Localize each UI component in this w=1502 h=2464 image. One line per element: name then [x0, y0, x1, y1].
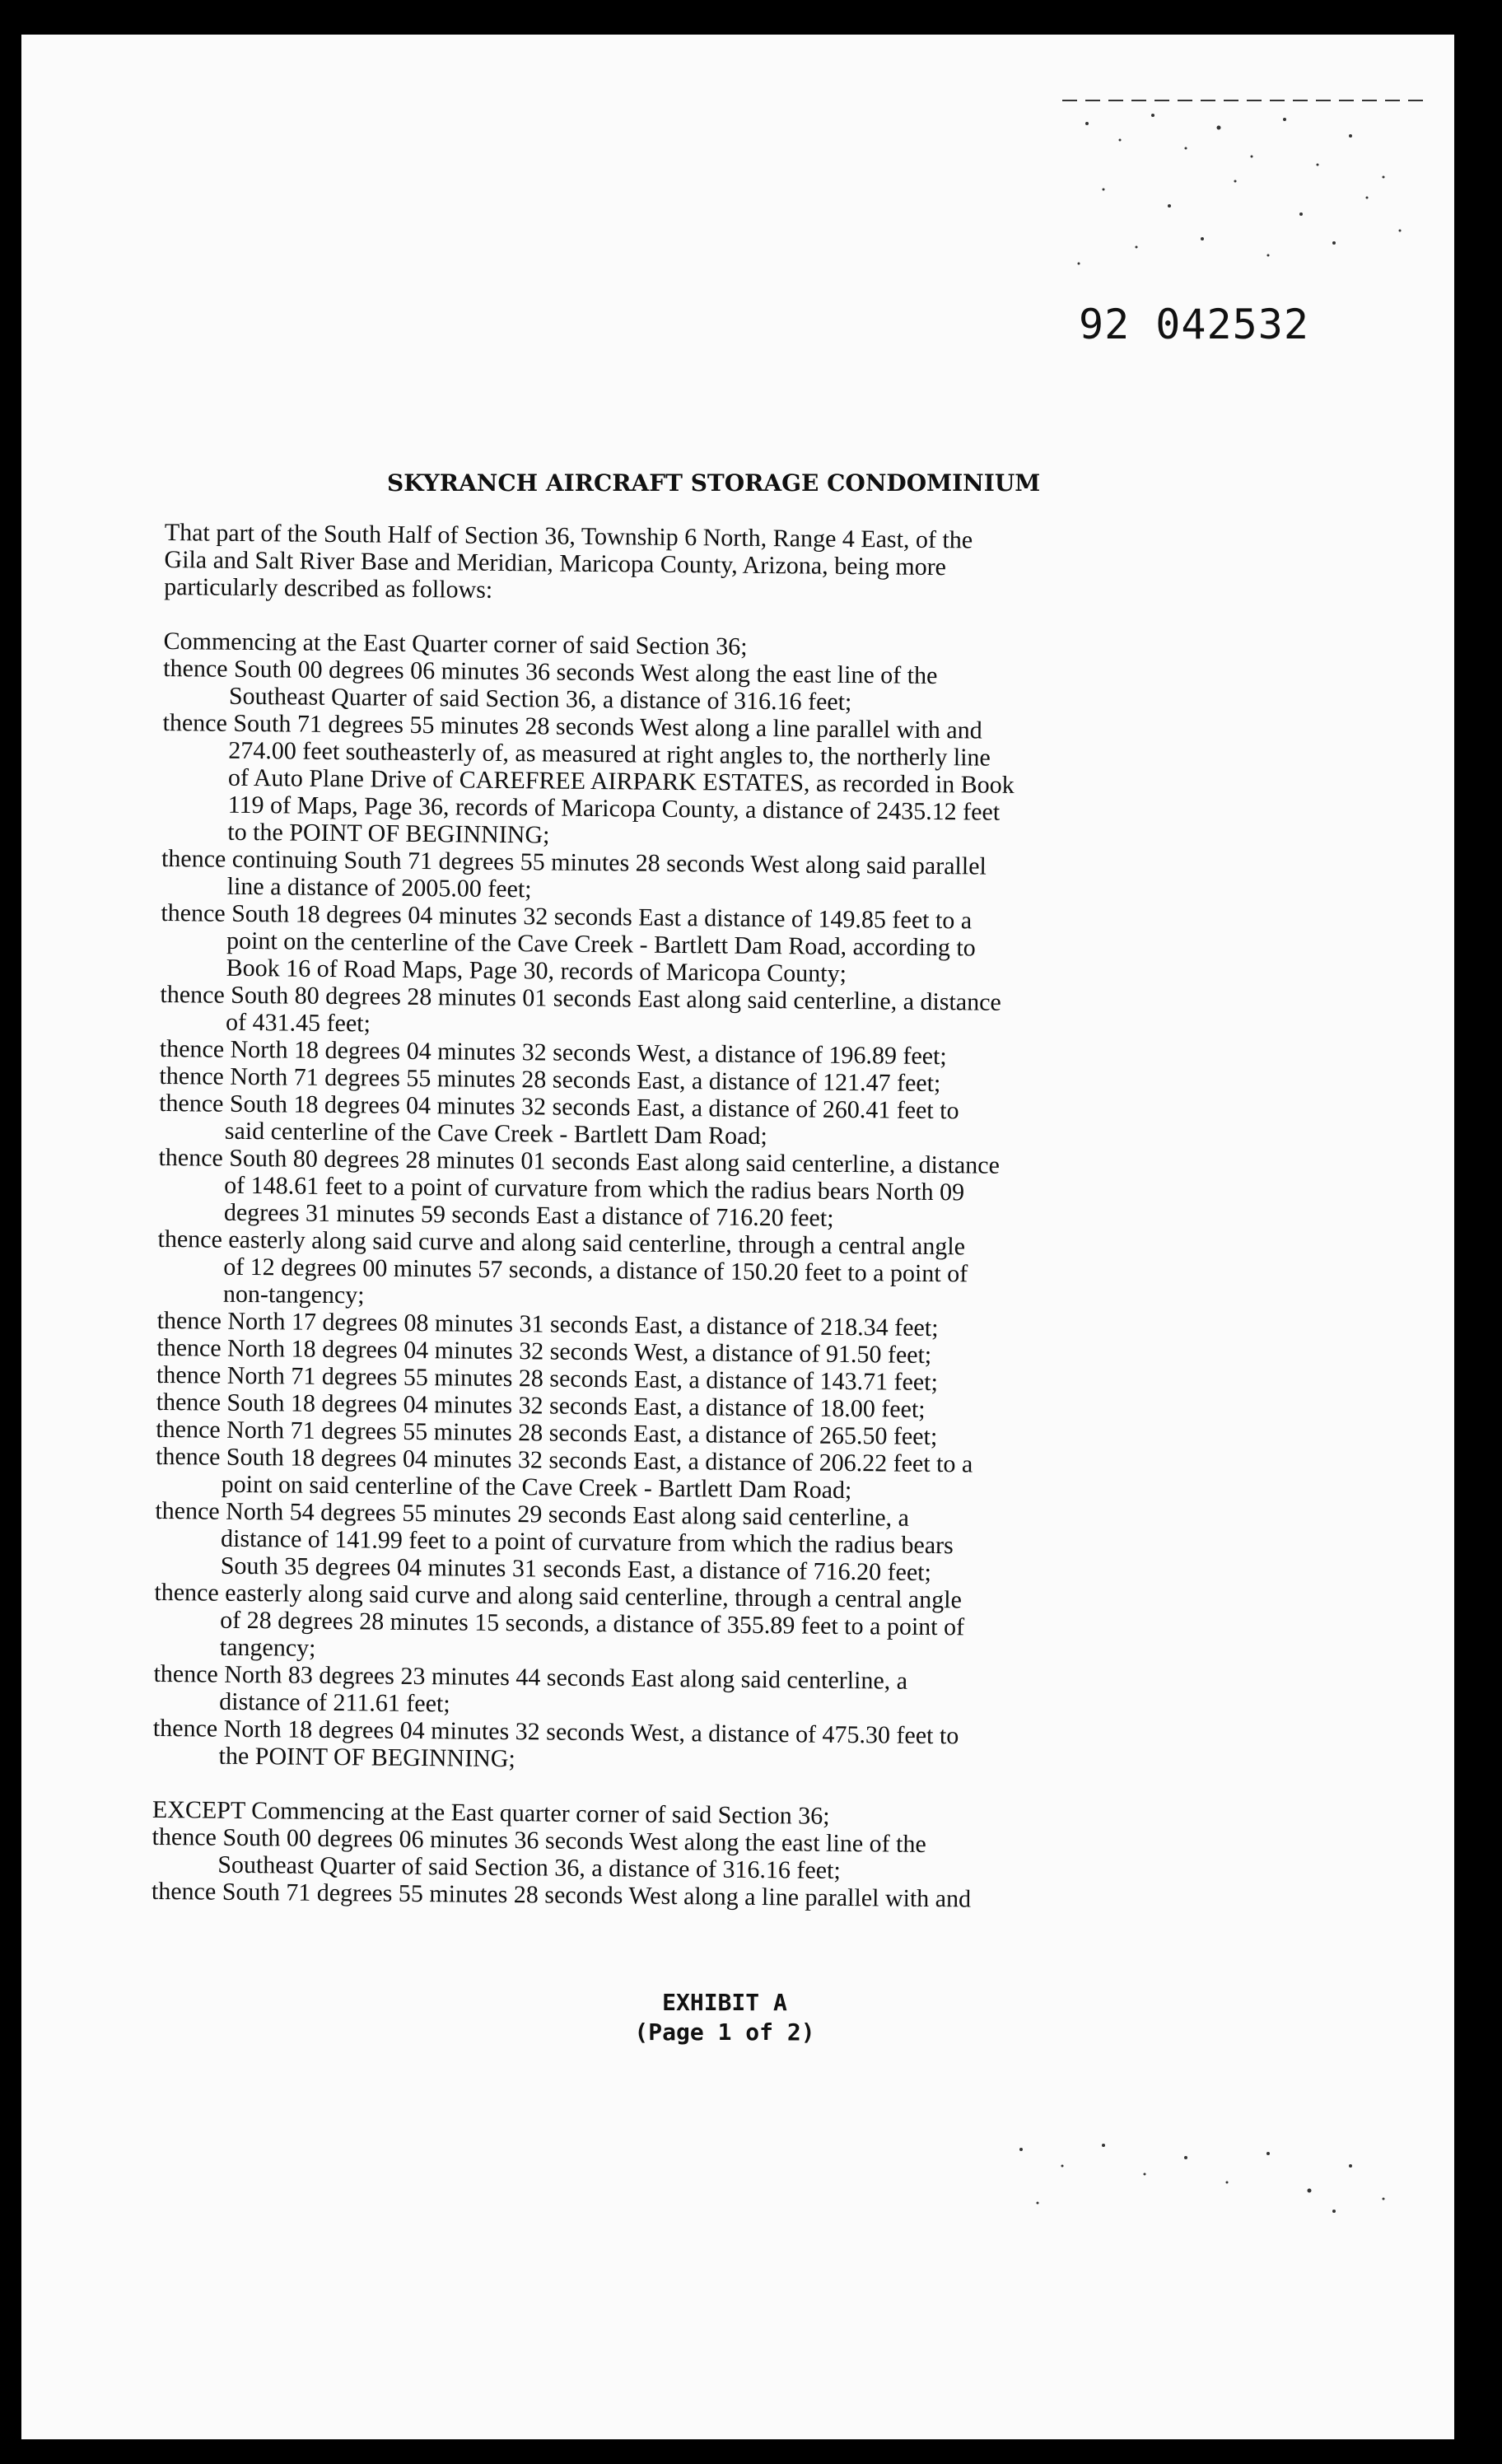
exhibit-footer [494, 1988, 955, 2047]
text-line: tangency; [219, 1633, 316, 1662]
text-line: thence South 80 degrees 28 minutes 01 seconds East along said centerline, a distance [158, 1143, 1001, 1179]
text-line: distance of 141.99 feet to a point of curvature from which the radius bears [220, 1524, 954, 1560]
text-line: thence North 54 degrees 55 minutes 29 seconds East along said centerline, a [155, 1496, 910, 1532]
text-line: thence South 00 degrees 06 minutes 36 seconds West along the east line of the [163, 654, 938, 690]
text-line: EXCEPT Commencing at the East quarter corner of said Section 36; [152, 1795, 830, 1830]
legal-description [152, 519, 1260, 1943]
text-line: thence North 71 degrees 55 minutes 28 seconds East, a distance of 265.50 feet; [156, 1415, 938, 1451]
except-paragraph [152, 1796, 1248, 1916]
text-line: thence North 18 degrees 04 minutes 32 seconds West, a distance of 91.50 feet; [156, 1333, 932, 1369]
scan-border [1454, 280, 1502, 2464]
text-line: Gila and Salt River Base and Meridian, Maricopa County, Arizona, being more [164, 545, 947, 581]
text-line: thence easterly along said curve and along said centerline, through a central angle [157, 1225, 966, 1261]
exhibit-label: EXHIBIT A [662, 1989, 787, 2016]
text-line: of 148.61 feet to a point of curvature from which the radius bears North 09 [224, 1171, 965, 1206]
text-line: thence North 17 degrees 08 minutes 31 seconds East, a distance of 218.34 feet; [156, 1306, 939, 1342]
text-line: to the POINT OF BEGINNING; [227, 818, 550, 849]
intro-paragraph [164, 519, 1260, 611]
text-line: thence South 18 degrees 04 minutes 32 seconds East a distance of 149.85 feet to a [161, 898, 973, 935]
page-indicator: (Page 1 of 2) [634, 2018, 815, 2046]
text-line: Southeast Quarter of said Section 36, a distance of 316.16 feet; [217, 1850, 841, 1884]
text-line: thence South 18 degrees 04 minutes 32 seconds East, a distance of 260.41 feet to [159, 1089, 959, 1125]
text-line: of 28 degrees 28 minutes 15 seconds, a distance of 355.89 feet to a point of [220, 1606, 965, 1641]
text-line: non-tangency; [222, 1280, 365, 1309]
text-line: thence North 71 degrees 55 minutes 28 seconds East, a distance of 121.47 feet; [159, 1062, 941, 1098]
text-line: thence South 18 degrees 04 minutes 32 seconds East, a distance of 206.22 feet to a [155, 1442, 973, 1478]
text-line: thence North 18 degrees 04 minutes 32 seconds West, a distance of 196.89 feet; [159, 1034, 947, 1071]
text-line: That part of the South Half of Section 36, Township 6 North, Range 4 East, of the [164, 519, 973, 554]
text-line: 119 of Maps, Page 36, records of Maricopa County, a distance of 2435.12 feet [227, 791, 1001, 826]
text-line: of 12 degrees 00 minutes 57 seconds, a distance of 150.20 feet to a point of [223, 1253, 968, 1288]
text-line: thence North 18 degrees 04 minutes 32 seconds West, a distance of 475.30 feet to [152, 1714, 959, 1750]
text-line: of 431.45 feet; [225, 1008, 371, 1038]
text-line: thence South 80 degrees 28 minutes 01 seconds East along said centerline, a distance [160, 980, 1001, 1016]
description-paragraph [152, 628, 1258, 1780]
text-line: thence South 00 degrees 06 minutes 36 seconds West along the east line of the [152, 1822, 926, 1858]
document-title: SKYRANCH AIRCRAFT STORAGE CONDOMINIUM [387, 469, 1041, 497]
text-line: thence South 18 degrees 04 minutes 32 seconds East, a distance of 18.00 feet; [156, 1388, 926, 1423]
text-line: 274.00 feet southeasterly of, as measured at right angles to, the northerly line [228, 736, 991, 772]
text-line: point on the centerline of the Cave Creek - Bartlett Dam Road, according to [226, 926, 976, 962]
text-line: point on said centerline of the Cave Creek - Bartlett Dam Road; [221, 1470, 852, 1505]
text-line: thence continuing South 71 degrees 55 minutes 28 seconds West along said parallel [161, 844, 987, 880]
text-line: degrees 31 minutes 59 seconds East a distance of 716.20 feet; [223, 1198, 834, 1232]
text-line: particularly described as follows: [164, 572, 493, 604]
text-line: thence North 71 degrees 55 minutes 28 seconds East, a distance of 143.71 feet; [156, 1360, 939, 1397]
text-line: distance of 211.61 feet; [219, 1687, 450, 1718]
recording-number: 92 042532 [1079, 301, 1309, 348]
text-line: the POINT OF BEGINNING; [218, 1742, 515, 1773]
text-line: thence South 71 degrees 55 minutes 28 seconds West along a line parallel with and [151, 1877, 972, 1913]
text-line: thence South 71 degrees 55 minutes 28 seconds West along a line parallel with and [162, 708, 982, 744]
text-line: Commencing at the East Quarter corner of said Section 36; [163, 627, 748, 660]
text-line: Book 16 of Road Maps, Page 30, records of Maricopa County; [226, 954, 847, 987]
text-line: Southeast Quarter of said Section 36, a distance of 316.16 feet; [228, 682, 852, 716]
text-line: thence easterly along said curve and along said centerline, through a central angle [154, 1578, 963, 1614]
text-line: of Auto Plane Drive of CAREFREE AIRPARK ESTATES, as recorded in Book [227, 763, 1015, 799]
text-line: line a distance of 2005.00 feet; [226, 872, 532, 903]
text-line: thence North 83 degrees 23 minutes 44 seconds East along said centerline, a [153, 1659, 908, 1695]
text-line: said centerline of the Cave Creek - Bartlett Dam Road; [224, 1117, 767, 1150]
text-line: South 35 degrees 04 minutes 31 seconds East, a distance of 716.20 feet; [220, 1552, 932, 1586]
